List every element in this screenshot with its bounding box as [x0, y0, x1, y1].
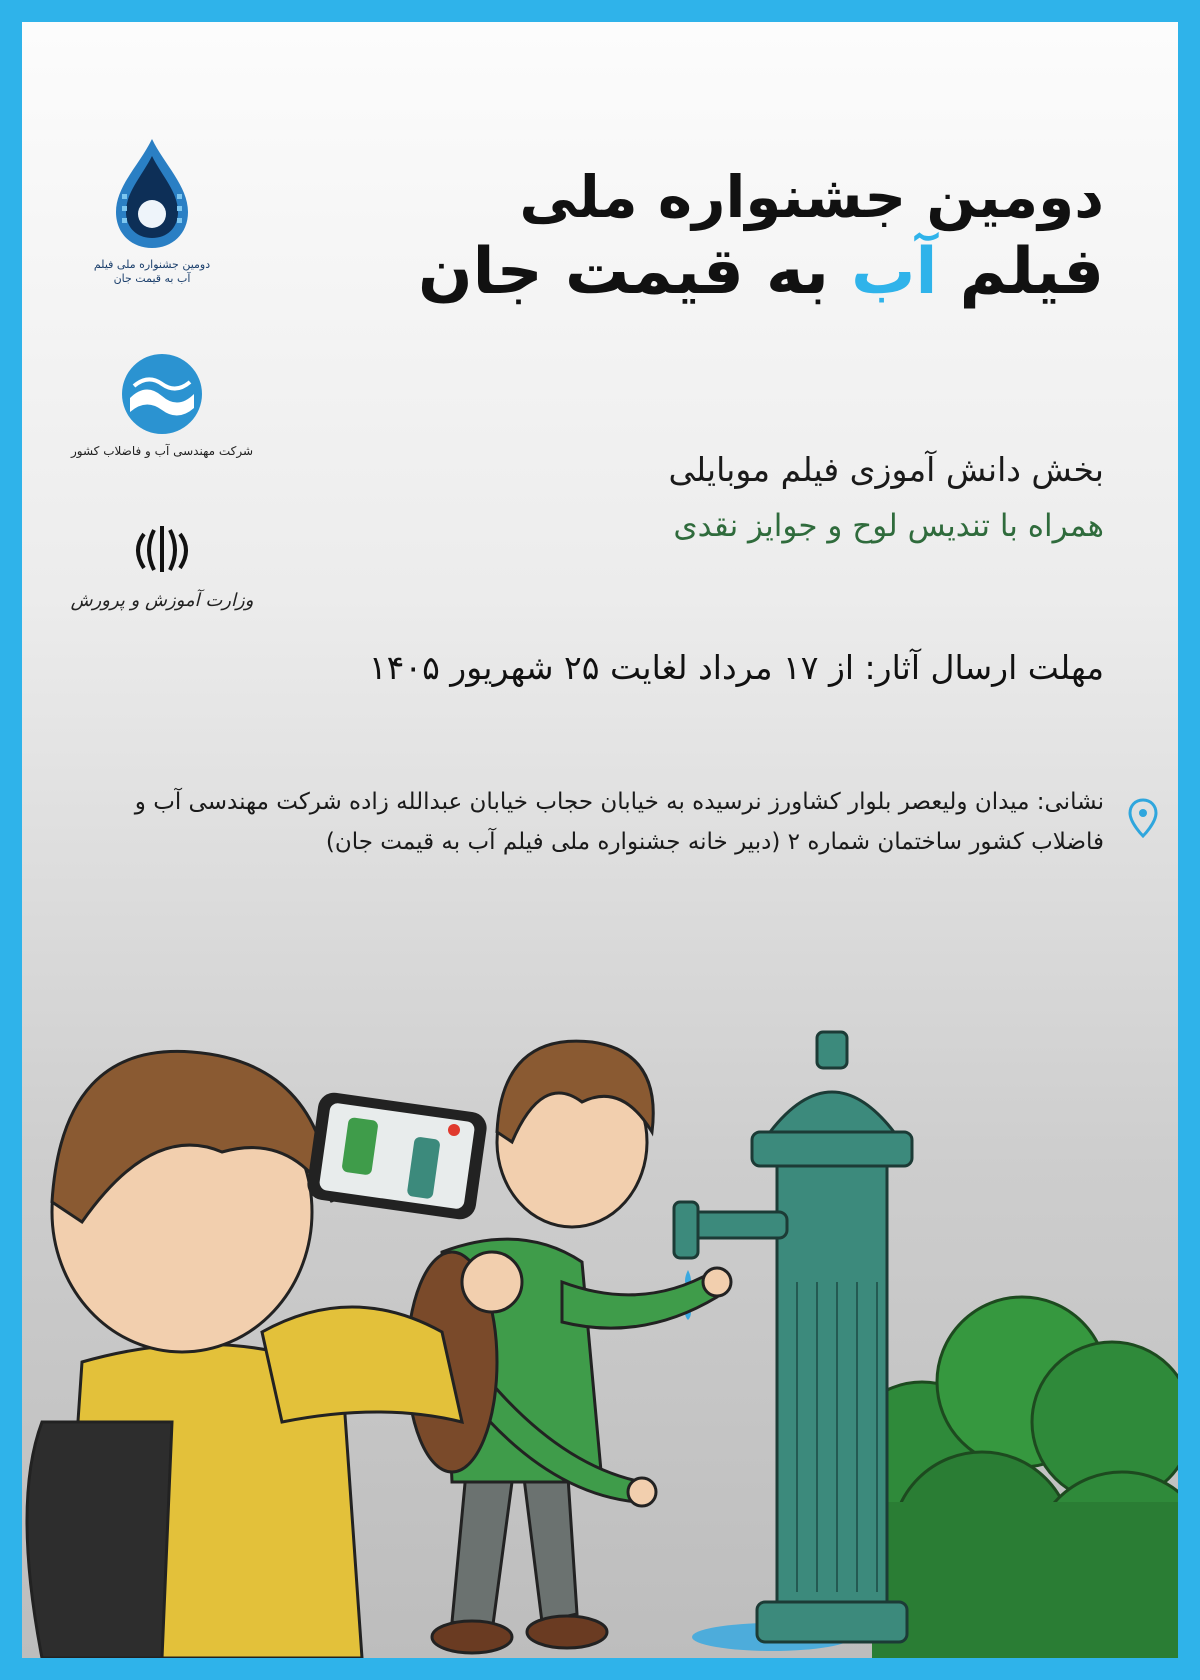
water-hydrant — [674, 1032, 912, 1642]
water-company-logo — [52, 352, 272, 458]
ministry-name: وزارت آموزش و پرورش — [70, 590, 254, 611]
record-indicator — [448, 1124, 460, 1136]
title-line-2-post: به قیمت جان — [417, 234, 852, 309]
festival-logo-caption-2: آب به قیمت جان — [113, 272, 191, 286]
title-line-1: دومین جشنواره ملی — [519, 163, 1104, 231]
festival-logo — [92, 134, 212, 287]
title-line-2-pre: فیلم — [937, 234, 1104, 309]
illustration — [22, 902, 1178, 1658]
water-wave-logo-icon — [120, 352, 204, 436]
water-drop-film-logo-icon — [102, 134, 202, 254]
poster-frame — [22, 22, 1178, 1658]
address-text: نشانی: میدان ولیعصر بلوار کشاورز نرسیده به خیابان حجاب خیابان عبدالله زاده شرکت مهندسی آب و فاضلاب کشور ساختمان شماره ۲ (دبیر خانه جشنواره ملی فیلم آب به قیمت جان) — [134, 789, 1104, 856]
prizes-subtitle: همراه با تندیس لوح و جوایز نقدی — [673, 508, 1104, 544]
iran-emblem-icon — [132, 522, 192, 578]
title-accent-word: آب — [851, 234, 938, 309]
title-line-2 — [418, 233, 1104, 311]
poster-title — [418, 162, 1104, 311]
festival-logo-caption-1: دومین جشنواره ملی فیلم — [93, 258, 211, 271]
submission-deadline: مهلت ارسال آثار: از ۱۷ مرداد لغایت ۲۵ شهریور ۱۴۰۵ — [368, 648, 1104, 687]
location-pin-icon — [1128, 798, 1158, 838]
water-company-name: شرکت مهندسی آب و فاضلاب کشور — [70, 444, 254, 458]
ministry-logo — [52, 522, 272, 611]
section-subtitle: بخش دانش آموزی فیلم موبایلی — [668, 450, 1104, 489]
